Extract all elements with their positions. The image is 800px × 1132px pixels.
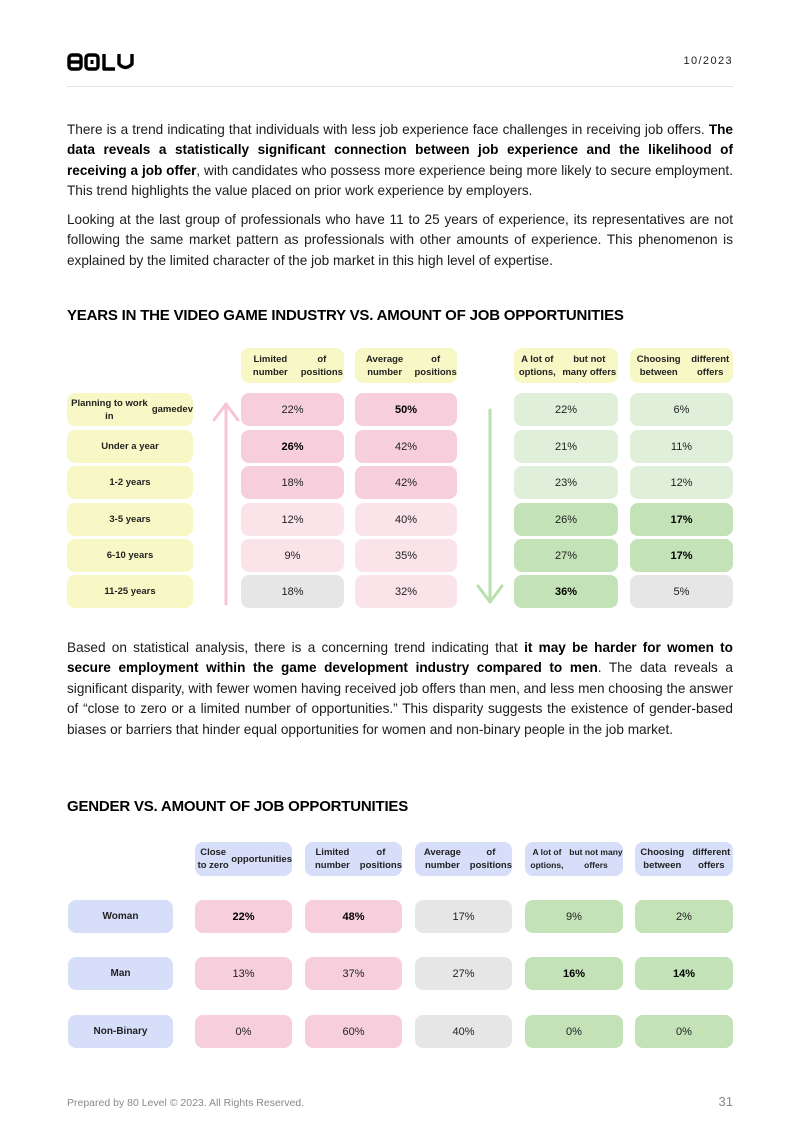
table1-row-label <box>67 539 193 572</box>
table2-cell: 40% <box>415 1015 512 1048</box>
text-line: of positions <box>359 847 403 871</box>
table1-row-label <box>67 430 193 463</box>
gender-paragraph: Based on statistical analysis, there is a concerning trend indicating that it may be harder for women to secure employment within the game development industry compared to men. The data reveals a significant disparity, with fewer women having received job offers than men, and less men choosing the answer of “close to zero or a limited number of opportunities.” This disparity suggests the existence of gender-based biases or barriers that hinder equal opportunities for women and non-binary people in the job market. <box>67 640 733 737</box>
text-line: Limited number <box>314 847 350 871</box>
table1-cell: 6% <box>630 393 733 426</box>
logo-80lv-mark <box>67 53 134 71</box>
table1-cell: 35% <box>355 539 457 572</box>
table1-cell: 22% <box>514 393 618 426</box>
table1-row-label <box>67 393 193 426</box>
text-line: 1-2 years <box>109 477 151 488</box>
table2-cell: 2% <box>635 900 733 933</box>
text-line: 3-5 years <box>109 514 151 525</box>
page-number: 31 <box>718 1094 733 1109</box>
text-line: Under a year <box>101 441 159 452</box>
header-divider <box>67 86 733 87</box>
table2-cell: 16% <box>525 957 623 990</box>
table2-column-header <box>525 842 623 876</box>
table2-column-header <box>635 842 733 876</box>
table2-cell: 14% <box>635 957 733 990</box>
table1-cell: 11% <box>630 430 733 463</box>
text-line: but not many offers <box>562 353 617 378</box>
table1-cell: 26% <box>514 503 618 536</box>
text-line: Choosing between <box>636 353 681 378</box>
table2-cell: 60% <box>305 1015 402 1048</box>
table1-cell: 42% <box>355 466 457 499</box>
table2-cell: 37% <box>305 957 402 990</box>
intro-paragraph-2: Looking at the last group of professionals who have 11 to 25 years of experience, its representatives are not following the same market pattern as professionals with other amounts of experience. This phenomenon is explained by the limited character of the job market in this high level of expertise. <box>67 212 733 268</box>
text-line: of positions <box>300 353 343 378</box>
arrow-down-icon <box>475 404 505 608</box>
table2-cell: 48% <box>305 900 402 933</box>
table1-cell: 40% <box>355 503 457 536</box>
table2-cell: 17% <box>415 900 512 933</box>
text-line: Choosing between <box>640 847 685 871</box>
table1-cell: 18% <box>241 575 344 608</box>
table2-column-header <box>415 842 512 876</box>
text-line: Planning to work in <box>71 397 148 422</box>
table1-cell: 32% <box>355 575 457 608</box>
text-line: Average number <box>423 847 461 871</box>
footer-credit: Prepared by 80 Level © 2023. All Rights Reserved. <box>67 1097 305 1109</box>
table1-cell: 27% <box>514 539 618 572</box>
table1-cell: 21% <box>514 430 618 463</box>
table1-cell: 42% <box>355 430 457 463</box>
logo-80lv <box>67 53 134 76</box>
table1-row-label <box>67 575 193 608</box>
table2-cell: 22% <box>195 900 292 933</box>
table1-cell: 12% <box>241 503 344 536</box>
text-line: A lot of options, <box>518 353 556 378</box>
text-line: 6-10 years <box>106 550 154 561</box>
table2-cell: 27% <box>415 957 512 990</box>
text-line: of positions <box>469 847 513 871</box>
table2-row-label: Woman <box>68 900 173 933</box>
intro-paragraph-1: There is a trend indicating that individuals with less job experience face challenges in receiving job offers. The data reveals a statistically significant connection between job experience and the likelihood of receiving a job offer, with candidates who possess more experience being more likely to secure employment. This trend highlights the value placed on prior work experience by employers. <box>67 122 733 199</box>
table2-cell: 0% <box>635 1015 733 1048</box>
table1-title: YEARS IN THE VIDEO GAME INDUSTRY VS. AMOUNT OF JOB OPPORTUNITIES <box>67 307 624 324</box>
text-line: different offers <box>692 847 731 871</box>
table2-cell: 0% <box>525 1015 623 1048</box>
text-line: Close to zero <box>197 847 229 871</box>
text-line: different offers <box>691 353 730 378</box>
table1-column-header <box>355 348 457 383</box>
arrow-up-icon <box>211 396 241 610</box>
table1-column-header <box>241 348 344 383</box>
table1-cell: 22% <box>241 393 344 426</box>
table2-title: GENDER VS. AMOUNT OF JOB OPPORTUNITIES <box>67 798 409 815</box>
text-line: A lot of options, <box>530 847 564 870</box>
table2-row-label: Non-Binary <box>68 1015 173 1048</box>
table1-cell: 23% <box>514 466 618 499</box>
table1-cell: 18% <box>241 466 344 499</box>
table1-cell: 26% <box>241 430 344 463</box>
table1-row-label <box>67 466 193 499</box>
table1-cell: 36% <box>514 575 618 608</box>
text-line: opportunities <box>231 853 292 865</box>
report-date: 10/2023 <box>683 55 733 67</box>
text-line: of positions <box>414 353 457 378</box>
table1-cell: 9% <box>241 539 344 572</box>
text-line: 11-25 years <box>104 586 156 597</box>
table1-cell: 12% <box>630 466 733 499</box>
table1-row-label <box>67 503 193 536</box>
table2-column-header <box>305 842 402 876</box>
text-line: Average number <box>366 353 404 378</box>
table1-column-header <box>514 348 618 383</box>
table1-cell: 17% <box>630 503 733 536</box>
table1-cell: 17% <box>630 539 733 572</box>
table1-column-header <box>630 348 733 383</box>
table2-cell: 9% <box>525 900 623 933</box>
table1-cell: 50% <box>355 393 457 426</box>
text-line: gamedev <box>151 404 193 415</box>
text-line: but not many offers <box>569 847 623 870</box>
table1-cell: 5% <box>630 575 733 608</box>
table2-row-label: Man <box>68 957 173 990</box>
table2-cell: 13% <box>195 957 292 990</box>
table2-column-header <box>195 842 292 876</box>
text-line: Limited number <box>252 353 288 378</box>
table2-cell: 0% <box>195 1015 292 1048</box>
